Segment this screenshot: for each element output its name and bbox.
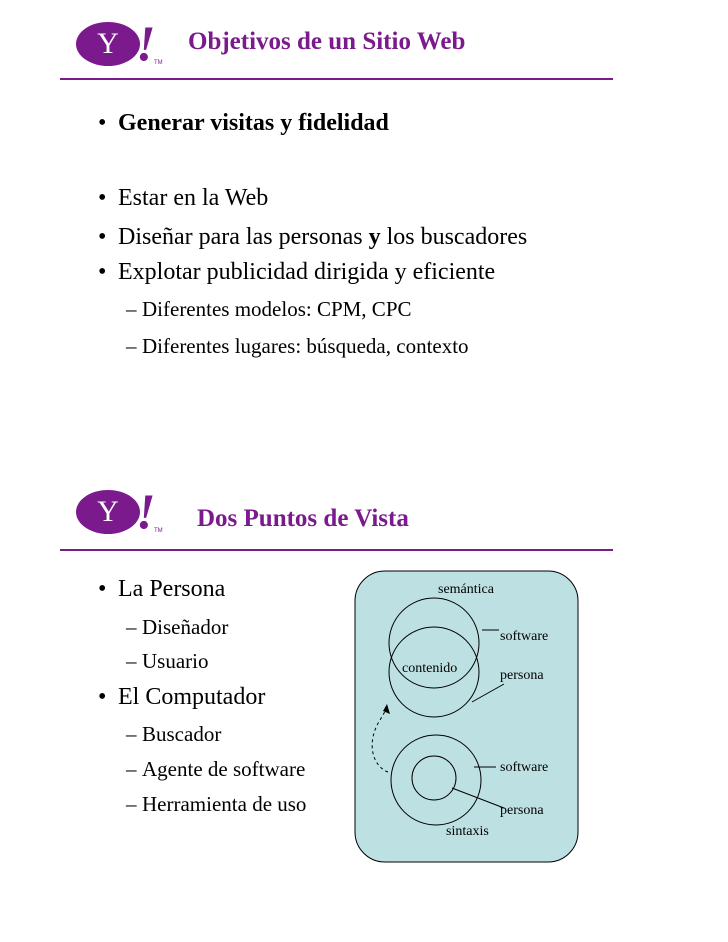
bullet-dot: • [98, 684, 107, 710]
bullet-text-post: los buscadores [380, 224, 528, 250]
sub-item-disenador: Diseñador [142, 615, 229, 639]
bullet-text-pre: Diseñar para las personas [118, 224, 369, 250]
slide-objetivos [0, 0, 728, 470]
bullet-dot: • [98, 259, 107, 285]
yahoo-logo [76, 483, 166, 539]
bullet-explotar-publicidad: Explotar publicidad dirigida y eficiente [118, 259, 496, 285]
sub-dash: – [126, 722, 137, 746]
diagram-background [355, 571, 578, 862]
sub-dash: – [126, 792, 137, 816]
yahoo-logo-oval: Y [76, 490, 140, 534]
yahoo-logo-trademark: TM [154, 60, 163, 66]
slide-title: Dos Puntos de Vista [197, 505, 409, 532]
title-divider [60, 549, 613, 551]
sub-item-herramienta: Herramienta de uso [142, 792, 307, 816]
diagram-shapes [354, 570, 579, 863]
bullet-text-bold: y [368, 224, 381, 250]
yahoo-logo-exclamation: ! [136, 15, 156, 71]
sub-item-lugares: Diferentes lugares: búsqueda, contexto [142, 334, 469, 358]
label-persona-top: persona [500, 668, 544, 683]
slide-title: Objetivos de un Sitio Web [188, 28, 466, 55]
sub-item-agente: Agente de software [142, 757, 306, 781]
yahoo-logo-oval: Y [76, 22, 140, 66]
label-contenido: contenido [402, 661, 458, 676]
label-persona-bottom: persona [500, 803, 544, 818]
sub-item-modelos: Diferentes modelos: CPM, CPC [142, 297, 412, 321]
label-semantica: semántica [438, 582, 494, 597]
sub-dash: – [126, 297, 137, 321]
bullet-dot: • [98, 576, 107, 602]
yahoo-logo [76, 15, 166, 71]
sub-dash: – [126, 649, 137, 673]
sub-item-buscador: Buscador [142, 722, 222, 746]
bullet-disenar-para-personas [118, 224, 527, 251]
bullet-dot: • [98, 185, 107, 211]
bullet-estar-en-la-web: Estar en la Web [118, 185, 269, 211]
viewpoints-diagram [354, 570, 579, 863]
sub-dash: – [126, 757, 137, 781]
bullet-dot: • [98, 110, 107, 136]
label-software-bottom: software [500, 760, 549, 775]
label-software-top: software [500, 629, 549, 644]
title-divider [60, 78, 613, 80]
sub-item-usuario: Usuario [142, 649, 209, 673]
bullet-la-persona: La Persona [118, 576, 226, 602]
sub-dash: – [126, 334, 137, 358]
yahoo-logo-exclamation: ! [136, 483, 156, 539]
sub-dash: – [126, 615, 137, 639]
label-sintaxis: sintaxis [446, 824, 489, 839]
yahoo-logo-trademark: TM [154, 528, 163, 534]
bullet-generar-visitas: Generar visitas y fidelidad [118, 110, 389, 136]
bullet-el-computador: El Computador [118, 684, 266, 710]
bullet-dot: • [98, 224, 107, 250]
